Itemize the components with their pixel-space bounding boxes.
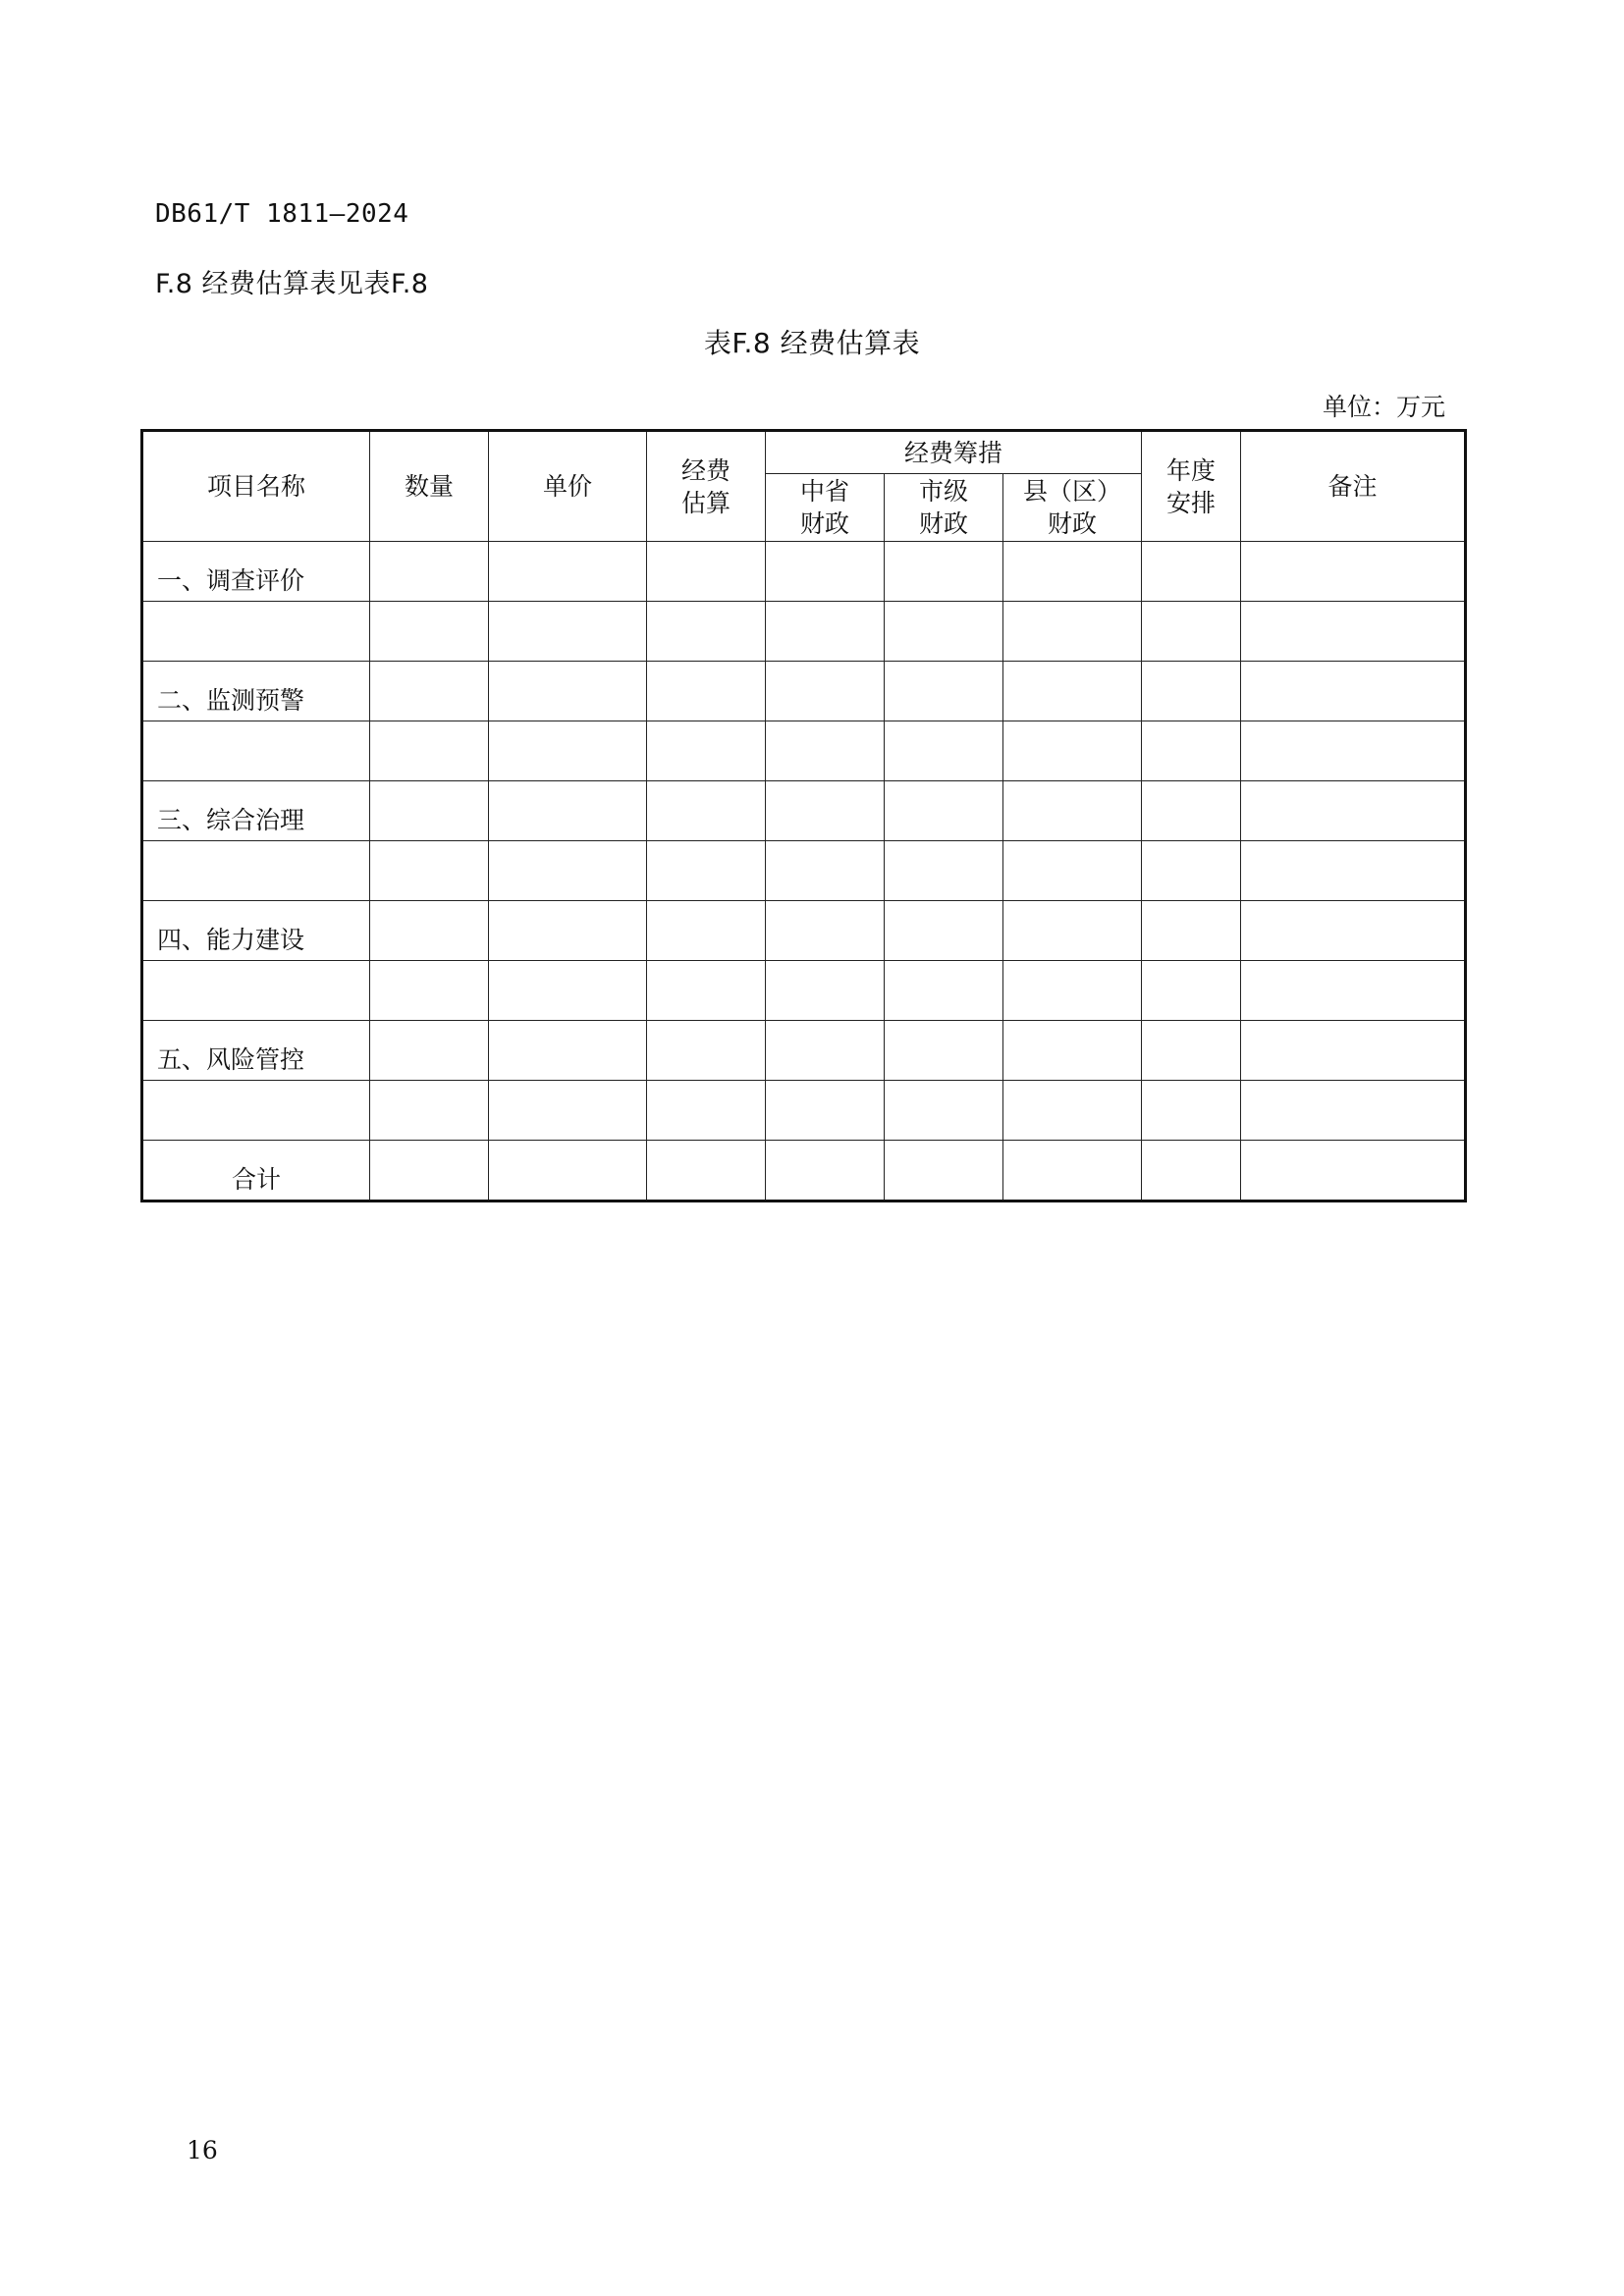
header-funding: 经费筹措 [766, 431, 1142, 474]
table-cell [647, 1081, 766, 1141]
table-row [142, 841, 1466, 901]
table-row [142, 662, 1466, 721]
header-schedule [1142, 431, 1241, 542]
table-cell [766, 841, 885, 901]
row-label [142, 602, 370, 662]
header-schedule-line2: 安排 [1165, 488, 1216, 517]
header-city-finance [885, 474, 1003, 542]
row-label: 三、综合治理 [142, 781, 370, 841]
table-cell [885, 721, 1003, 781]
table-cell [885, 1021, 1003, 1081]
table-cell [489, 721, 647, 781]
table-cell [766, 542, 885, 602]
row-label [142, 1081, 370, 1141]
table-row [142, 1081, 1466, 1141]
header-schedule-line1: 年度 [1165, 455, 1216, 485]
row-label [142, 961, 370, 1021]
table-cell [647, 841, 766, 901]
table-row [142, 1021, 1466, 1081]
table-cell [766, 1021, 885, 1081]
row-label: 二、监测预警 [142, 662, 370, 721]
table-cell [1241, 1141, 1466, 1201]
header-quantity: 数量 [370, 431, 489, 542]
table-body [142, 542, 1466, 1201]
header-city-line2: 财政 [918, 509, 968, 538]
table-cell [885, 1081, 1003, 1141]
table-cell [370, 1141, 489, 1201]
header-estimate-line2: 估算 [680, 488, 731, 517]
table-cell [885, 961, 1003, 1021]
table-cell [766, 781, 885, 841]
table-cell [1003, 602, 1142, 662]
header-county-line1: 县（区） [1022, 477, 1121, 506]
table-cell [370, 901, 489, 961]
row-label [142, 841, 370, 901]
table-header [142, 431, 1466, 542]
table-cell [370, 662, 489, 721]
table-cell [1142, 721, 1241, 781]
table-cell [370, 721, 489, 781]
unit-label: 单位：万元 [1322, 393, 1445, 421]
table-row [142, 781, 1466, 841]
table-cell [885, 1141, 1003, 1201]
table-cell [1241, 1081, 1466, 1141]
table-cell [1003, 662, 1142, 721]
table-cell [489, 602, 647, 662]
table-cell [885, 602, 1003, 662]
table-row [142, 602, 1466, 662]
table-cell [1003, 1081, 1142, 1141]
header-item-name: 项目名称 [142, 431, 370, 542]
table-cell [1142, 961, 1241, 1021]
table-cell [489, 1081, 647, 1141]
table-cell [1241, 662, 1466, 721]
row-label: 一、调查评价 [142, 542, 370, 602]
page-number: 16 [187, 2136, 218, 2164]
row-label [142, 721, 370, 781]
table-cell [1142, 542, 1241, 602]
table-cell [370, 602, 489, 662]
table-cell [766, 901, 885, 961]
table-title: 表F.8 经费估算表 [703, 327, 921, 359]
table-cell [1142, 662, 1241, 721]
header-estimate [647, 431, 766, 542]
table-cell [1241, 602, 1466, 662]
table-cell [647, 1141, 766, 1201]
table-cell [1003, 961, 1142, 1021]
table-cell [885, 841, 1003, 901]
header-row-1 [142, 431, 1466, 474]
table-cell [885, 542, 1003, 602]
table-cell [1142, 602, 1241, 662]
header-county-finance [1003, 474, 1142, 542]
table-cell [647, 781, 766, 841]
table-row [142, 721, 1466, 781]
header-provincial-finance [766, 474, 885, 542]
table-cell [1241, 542, 1466, 602]
table-cell [1241, 1021, 1466, 1081]
total-row [142, 1141, 1466, 1201]
table-cell [1003, 781, 1142, 841]
table-cell [489, 781, 647, 841]
table-cell [1142, 901, 1241, 961]
section-heading: F.8 经费估算表见表F.8 [155, 269, 429, 299]
table-cell [370, 1021, 489, 1081]
table-cell [489, 1021, 647, 1081]
table-cell [1241, 781, 1466, 841]
table-cell [647, 901, 766, 961]
table-cell [1003, 901, 1142, 961]
table-cell [489, 841, 647, 901]
table-row [142, 542, 1466, 602]
table-cell [1003, 542, 1142, 602]
table-cell [647, 721, 766, 781]
row-label: 五、风险管控 [142, 1021, 370, 1081]
table-cell [1142, 1141, 1241, 1201]
table-cell [647, 1021, 766, 1081]
header-provincial-line2: 财政 [799, 509, 849, 538]
total-label: 合计 [142, 1141, 370, 1201]
table-cell [1003, 721, 1142, 781]
table-cell [1003, 1141, 1142, 1201]
table-cell [1241, 721, 1466, 781]
table-cell [370, 542, 489, 602]
table-cell [1241, 961, 1466, 1021]
header-county-line2: 财政 [1047, 509, 1097, 538]
table-cell [766, 662, 885, 721]
table-cell [489, 1141, 647, 1201]
table-cell [1241, 841, 1466, 901]
table-cell [885, 662, 1003, 721]
header-provincial-line1: 中省 [799, 477, 849, 506]
table-cell [1241, 901, 1466, 961]
header-estimate-line1: 经费 [680, 455, 731, 485]
table-cell [1142, 1021, 1241, 1081]
table-cell [885, 901, 1003, 961]
table-cell [885, 781, 1003, 841]
table-cell [647, 961, 766, 1021]
table-cell [647, 542, 766, 602]
table-cell [1142, 841, 1241, 901]
table-cell [766, 961, 885, 1021]
row-label: 四、能力建设 [142, 901, 370, 961]
table-cell [647, 602, 766, 662]
document-code: DB61/T 1811—2024 [155, 199, 409, 229]
table-cell [489, 662, 647, 721]
header-remarks: 备注 [1241, 431, 1466, 542]
table-cell [766, 602, 885, 662]
table-cell [766, 1141, 885, 1201]
table-row [142, 961, 1466, 1021]
table-cell [766, 721, 885, 781]
table-cell [489, 901, 647, 961]
header-unit-price: 单价 [489, 431, 647, 542]
table-cell [489, 961, 647, 1021]
table-cell [766, 1081, 885, 1141]
budget-estimate-table [140, 429, 1467, 1202]
table-cell [1003, 841, 1142, 901]
table-cell [370, 781, 489, 841]
header-city-line1: 市级 [918, 477, 968, 506]
table-cell [1142, 781, 1241, 841]
table-row [142, 901, 1466, 961]
table-cell [1003, 1021, 1142, 1081]
table-cell [370, 841, 489, 901]
table-cell [647, 662, 766, 721]
table-cell [1142, 1081, 1241, 1141]
table-cell [370, 1081, 489, 1141]
table-cell [370, 961, 489, 1021]
table-cell [489, 542, 647, 602]
